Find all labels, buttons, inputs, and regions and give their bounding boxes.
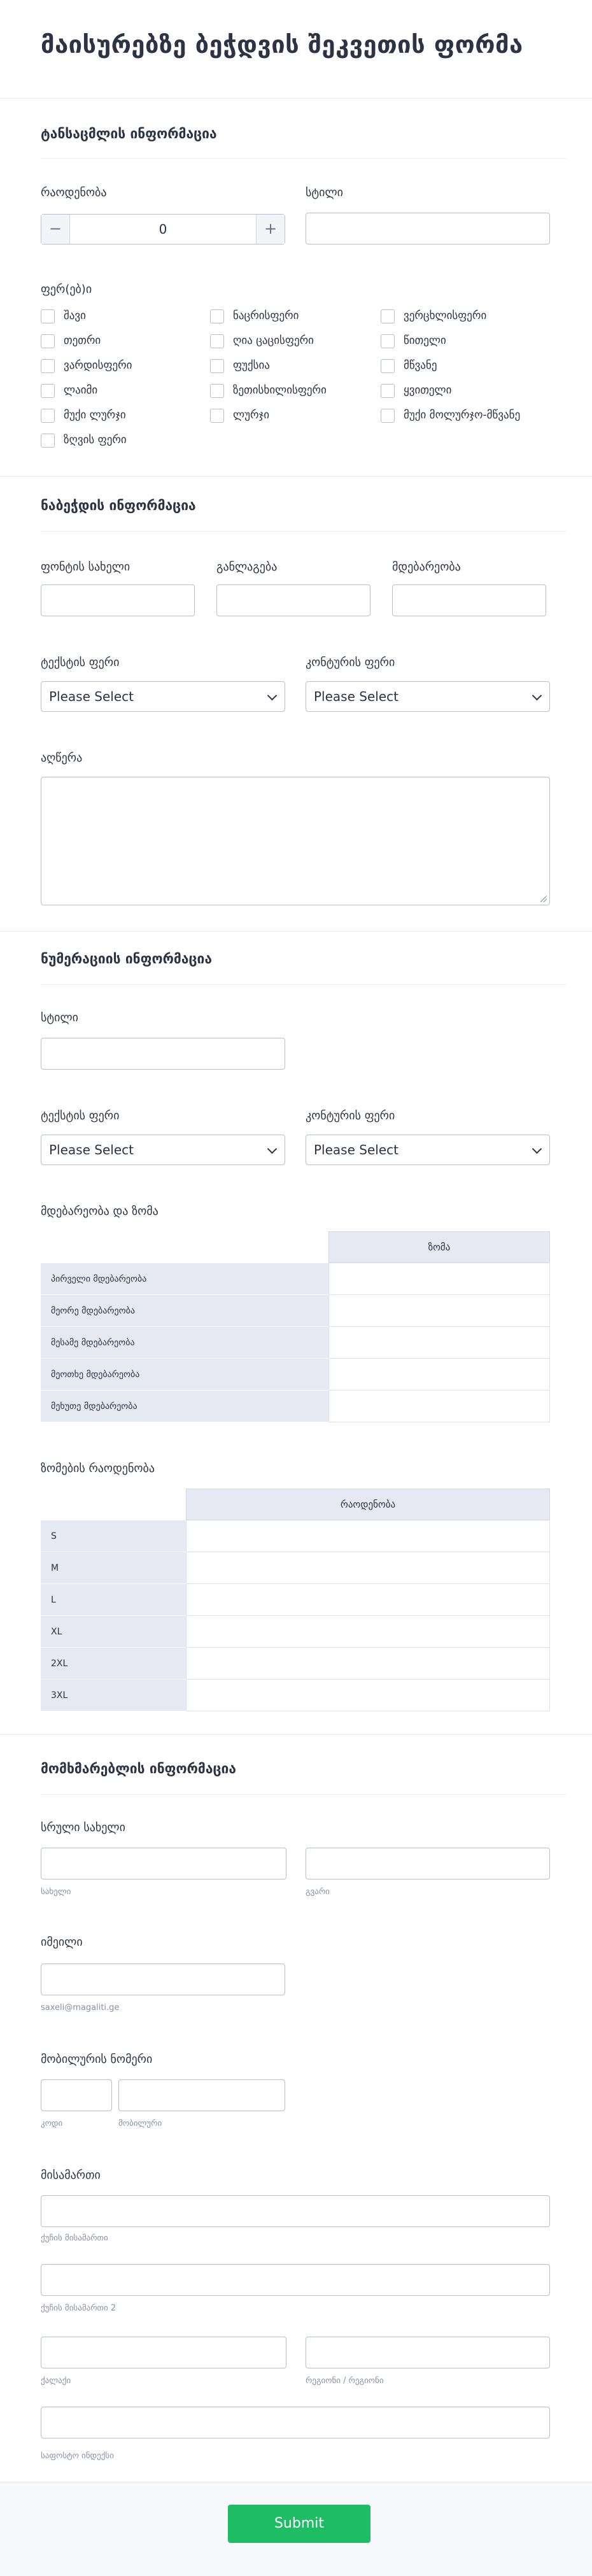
color-option-label: ნაცრისფერი	[233, 309, 299, 322]
area-code-sublabel: კოდი	[41, 2119, 63, 2128]
color-option-label: შავი	[64, 309, 86, 322]
title-divider	[0, 98, 592, 99]
product-style-input[interactable]	[306, 213, 550, 244]
print-outline-color-label: კონტურის ფერი	[306, 656, 395, 669]
numbering-style-label: სტილი	[41, 1011, 78, 1024]
matrix-input-cell[interactable]	[328, 1295, 550, 1327]
color-option-label: ვერცხლისფერი	[404, 309, 487, 322]
chevron-down-icon	[532, 691, 542, 701]
quantity-label: რაოდენობა	[41, 186, 107, 199]
last-name-sublabel: გვარი	[306, 1887, 330, 1897]
city-sublabel: ქალაქი	[41, 2376, 71, 2386]
matrix-row-label: L	[41, 1584, 186, 1616]
color-checkbox[interactable]	[41, 409, 55, 423]
area-code-input[interactable]	[41, 2079, 112, 2111]
submit-button[interactable]: Submit	[228, 2505, 370, 2543]
resize-handle-icon[interactable]	[540, 896, 547, 902]
description-label: აღწერა	[41, 751, 83, 765]
phone-number-input[interactable]	[118, 2079, 285, 2111]
customer-section-title: მომხმარებლის ინფორმაცია	[41, 1761, 237, 1776]
chevron-down-icon	[267, 1144, 278, 1154]
size-quantity-label: ზომების რაოდენობა	[41, 1462, 155, 1475]
color-checkbox[interactable]	[41, 434, 55, 448]
color-option-label: ზღვის ფერი	[64, 434, 127, 446]
print-section-title: ნაბეჭდის ინფორმაცია	[41, 498, 196, 513]
numbering-text-color-select[interactable]	[41, 1135, 285, 1165]
street-address-sublabel: ქუჩის მისამართი	[41, 2233, 108, 2243]
matrix-row-label: მეორე მდებარეობა	[41, 1295, 328, 1327]
product-section-title: ტანსაცმლის ინფორმაცია	[41, 126, 217, 141]
email-sublabel: saxeli@magaliti.ge	[41, 2003, 120, 2013]
quantity-stepper[interactable]	[41, 214, 285, 244]
matrix-input-cell[interactable]	[186, 1616, 550, 1648]
decrement-button[interactable]: −	[41, 215, 70, 244]
street-address-input[interactable]	[41, 2195, 550, 2227]
address-label: მისამართი	[41, 2169, 101, 2182]
matrix-row-label: 3XL	[41, 1680, 186, 1711]
matrix-input-cell[interactable]	[328, 1391, 550, 1422]
matrix-row-label: M	[41, 1552, 186, 1584]
color-checkbox[interactable]	[381, 334, 395, 348]
matrix-input-cell[interactable]	[186, 1648, 550, 1680]
matrix-row-label: XL	[41, 1616, 186, 1648]
numbering-outline-color-value: Please Select	[314, 1142, 398, 1157]
color-checkbox[interactable]	[210, 384, 224, 398]
email-input[interactable]	[41, 1964, 285, 1995]
zip-code-sublabel: საფოსტო ინდექსი	[41, 2451, 114, 2461]
matrix-input-cell[interactable]	[186, 1552, 550, 1584]
matrix-row-label: მესამე მდებარეობა	[41, 1327, 328, 1359]
color-option-label: მწვანე	[404, 359, 437, 372]
zip-code-input[interactable]	[41, 2407, 550, 2438]
section-divider	[41, 1794, 567, 1795]
color-option-label: ყვითელი	[404, 384, 452, 397]
email-label: იმეილი	[41, 1936, 83, 1949]
chevron-down-icon	[532, 1144, 542, 1154]
color-checkbox[interactable]	[41, 309, 55, 323]
region-sublabel: რეგიონი / რეგიონი	[306, 2376, 384, 2386]
numbering-text-color-value: Please Select	[49, 1142, 134, 1157]
color-option-label: ლაიმი	[64, 384, 98, 397]
matrix-column-header: ზომა	[328, 1231, 550, 1263]
matrix-row-label: მეოთხე მდებარეობა	[41, 1359, 328, 1391]
numbering-outline-color-label: კონტურის ფერი	[306, 1109, 395, 1122]
matrix-row-label: 2XL	[41, 1648, 186, 1680]
first-name-sublabel: სახელი	[41, 1887, 71, 1897]
matrix-input-cell[interactable]	[186, 1520, 550, 1552]
font-name-label: ფონტის სახელი	[41, 560, 130, 574]
color-option-label: ღია ცაცისფერი	[233, 334, 314, 347]
color-option-label: ვარდისფერი	[64, 359, 132, 372]
color-option-label: წითელი	[404, 334, 446, 347]
layout-label: განლაგება	[216, 560, 278, 574]
section-divider	[0, 1734, 592, 1735]
quantity-value[interactable]: 0	[159, 222, 167, 237]
numbering-outline-color-select[interactable]	[306, 1135, 550, 1165]
layout-input[interactable]	[216, 584, 370, 616]
matrix-column-header: რაოდენობა	[186, 1489, 550, 1520]
print-location-label: მდებარეობა	[392, 560, 461, 574]
colors-label: ფერ(ებ)ი	[41, 283, 92, 296]
increment-button[interactable]: +	[256, 215, 285, 244]
matrix-input-cell[interactable]	[328, 1327, 550, 1359]
color-checkbox[interactable]	[381, 409, 395, 423]
color-checkbox[interactable]	[210, 309, 224, 323]
color-checkbox[interactable]	[381, 359, 395, 373]
street-address-2-sublabel: ქუჩის მისამართი 2	[41, 2304, 116, 2313]
first-name-input[interactable]	[41, 1848, 286, 1879]
matrix-input-cell[interactable]	[186, 1680, 550, 1711]
color-checkbox[interactable]	[210, 409, 224, 423]
matrix-row-label: პირველი მდებარეობა	[41, 1263, 328, 1295]
color-option-label: ლურჯი	[233, 409, 270, 421]
print-text-color-select[interactable]	[41, 681, 285, 712]
color-option-label: მუქი ლურჯი	[64, 409, 126, 421]
print-text-color-value: Please Select	[49, 689, 134, 704]
full-name-label: სრული სახელი	[41, 1821, 125, 1834]
print-text-color-label: ტექსტის ფერი	[41, 656, 120, 669]
description-textarea[interactable]	[41, 777, 550, 905]
numbering-text-color-label: ტექსტის ფერი	[41, 1109, 120, 1122]
street-address-2-input[interactable]	[41, 2264, 550, 2296]
print-location-input[interactable]	[392, 584, 546, 616]
matrix-row-label: S	[41, 1520, 186, 1552]
color-checkbox[interactable]	[210, 334, 224, 348]
color-checkbox[interactable]	[210, 359, 224, 373]
print-outline-color-value: Please Select	[314, 689, 398, 704]
color-checkbox[interactable]	[381, 309, 395, 323]
print-outline-color-select[interactable]	[306, 681, 550, 712]
phone-number-sublabel: მობილური	[118, 2119, 162, 2128]
color-option-label: ზეთისხილისფერი	[233, 384, 327, 397]
color-checkbox[interactable]	[381, 384, 395, 398]
color-option-label: თეთრი	[64, 334, 101, 347]
region-input[interactable]	[306, 2337, 550, 2368]
matrix-row-label: მეხუთე მდებარეობა	[41, 1391, 328, 1422]
last-name-input[interactable]	[306, 1848, 550, 1879]
numbering-section-title: ნუმერაციის ინფორმაცია	[41, 951, 212, 966]
matrix-input-cell[interactable]	[186, 1584, 550, 1616]
section-divider	[41, 158, 567, 159]
matrix-input-cell[interactable]	[328, 1263, 550, 1295]
color-option-label: ფუქსია	[233, 359, 270, 372]
color-option-label: მუქი მოლურჯო-მწვანე	[404, 409, 521, 421]
city-input[interactable]	[41, 2337, 286, 2368]
product-style-label: სტილი	[306, 186, 343, 199]
matrix-input-cell[interactable]	[328, 1359, 550, 1391]
chevron-down-icon	[267, 691, 278, 701]
section-divider	[41, 984, 567, 985]
location-size-label: მდებარეობა და ზომა	[41, 1205, 159, 1218]
color-checkbox[interactable]	[41, 384, 55, 398]
section-divider	[41, 531, 567, 532]
form-title: მაისურებზე ბეჭდვის შეკვეთის ფორმა	[41, 31, 523, 59]
section-divider	[0, 476, 592, 477]
font-name-input[interactable]	[41, 584, 195, 616]
phone-label: მობილურის ნომერი	[41, 2053, 153, 2066]
color-checkbox[interactable]	[41, 359, 55, 373]
color-checkbox[interactable]	[41, 334, 55, 348]
numbering-style-input[interactable]	[41, 1038, 285, 1070]
